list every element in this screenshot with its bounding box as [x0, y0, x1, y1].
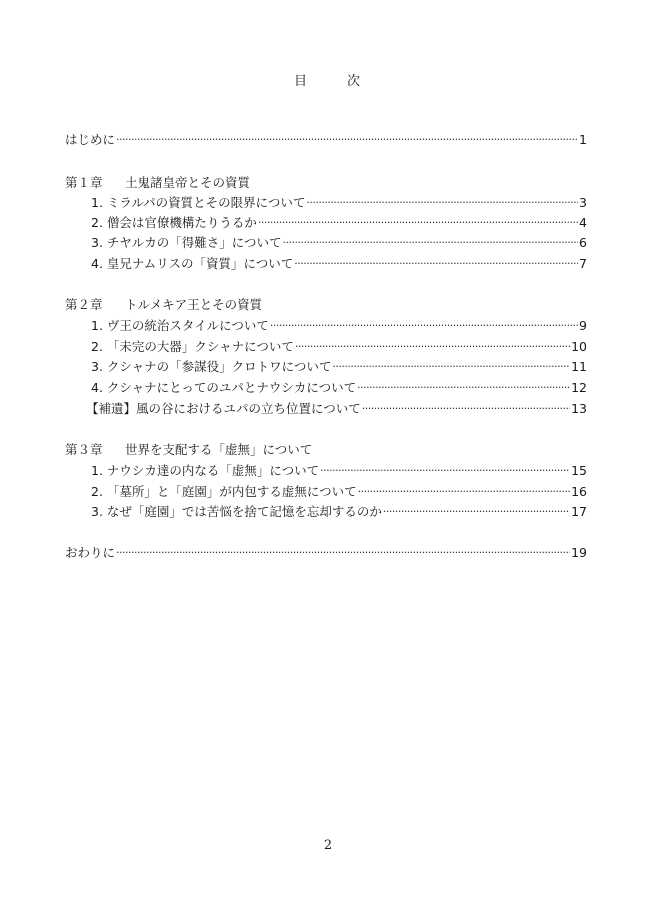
dot-leader	[116, 543, 570, 562]
chapter-number: 第３章	[65, 442, 103, 457]
dot-leader	[283, 233, 579, 252]
title-part-2: 次	[347, 74, 363, 89]
toc-entry[interactable]	[91, 503, 587, 521]
dot-leader	[362, 399, 570, 418]
title-part-1: 目	[293, 74, 309, 89]
toc-entry-label: 4. クシャナにとってのユパとナウシカについて	[91, 380, 357, 395]
dot-leader	[383, 502, 570, 521]
toc-entry[interactable]	[91, 379, 587, 397]
chapter-title: 土鬼諸皇帝とその資質	[125, 175, 251, 190]
toc-entry-label: 1. ヴ王の統治スタイルについて	[91, 318, 269, 333]
toc-entry-label: 4. 皇兄ナムリスの「資質」について	[91, 256, 294, 271]
toc-entry-page: 19	[571, 545, 587, 560]
chapter-heading-1[interactable]	[65, 174, 250, 192]
dot-leader	[358, 482, 570, 501]
toc-entry-page: 3	[579, 195, 587, 210]
dot-leader	[270, 316, 578, 335]
chapter-heading-2[interactable]	[65, 296, 262, 314]
chapter-title: トルメキア王とその資質	[125, 297, 263, 312]
dot-leader	[294, 254, 578, 273]
toc-entry-label: 2. 「墓所」と「庭園」が内包する虚無について	[91, 484, 357, 499]
chapter-number: 第２章	[65, 297, 103, 312]
page-title	[0, 70, 656, 89]
toc-entry-label: おわりに	[65, 545, 116, 560]
toc-entry[interactable]	[91, 483, 587, 501]
toc-entry-label: 3. クシャナの「参謀役」クロトワについて	[91, 359, 332, 374]
toc-entry-intro[interactable]	[65, 131, 587, 149]
toc-entry-label: 1. ナウシカ達の内なる「虚無」について	[91, 463, 320, 478]
dot-leader	[258, 213, 578, 232]
page-number: 2	[323, 838, 333, 853]
toc-entry-page: 13	[571, 401, 587, 416]
toc-entry-outro[interactable]	[65, 544, 587, 562]
toc-entry-label: 【補遺】風の谷におけるユパの立ち位置について	[86, 401, 361, 416]
toc-entry-label: はじめに	[65, 132, 116, 147]
toc-entry[interactable]	[91, 317, 587, 335]
toc-entry-label: 1. ミラルパの資質とその限界について	[91, 195, 306, 210]
toc-entry-page: 9	[579, 318, 587, 333]
toc-entry-appendix[interactable]	[86, 400, 587, 418]
toc-entry-page: 4	[579, 215, 587, 230]
toc-entry-label: 2. 僧会は官僚機構たりうるか	[91, 215, 257, 230]
dot-leader	[320, 461, 570, 480]
toc-entry-page: 17	[571, 504, 587, 519]
toc-entry-page: 7	[579, 256, 587, 271]
toc-entry-page: 1	[579, 132, 587, 147]
toc-entry[interactable]	[91, 214, 587, 232]
toc-entry-page: 16	[571, 484, 587, 499]
toc-entry-label: 3. なぜ「庭園」では苦悩を捨て記憶を忘却するのか	[91, 504, 382, 519]
toc-entry-page: 10	[571, 339, 587, 354]
chapter-heading-3[interactable]	[65, 441, 312, 459]
toc-entry[interactable]	[91, 234, 587, 252]
toc-entry-page: 12	[571, 380, 587, 395]
toc-entry-page: 15	[571, 463, 587, 478]
toc-entry[interactable]	[91, 358, 587, 376]
chapter-number: 第１章	[65, 175, 103, 190]
dot-leader	[332, 357, 570, 376]
dot-leader	[295, 337, 570, 356]
toc-entry[interactable]	[91, 255, 587, 273]
toc-entry-label: 2. 「未完の大器」クシャナについて	[91, 339, 294, 354]
toc-entry-page: 11	[571, 359, 587, 374]
chapter-title: 世界を支配する「虚無」について	[125, 442, 313, 457]
dot-leader	[116, 130, 578, 149]
toc-entry-page: 6	[579, 235, 587, 250]
toc-entry[interactable]	[91, 338, 587, 356]
toc-entry-label: 3. チヤルカの「得難さ」について	[91, 235, 282, 250]
dot-leader	[306, 193, 578, 212]
toc-entry[interactable]	[91, 462, 587, 480]
toc-entry[interactable]	[91, 194, 587, 212]
dot-leader	[357, 378, 570, 397]
